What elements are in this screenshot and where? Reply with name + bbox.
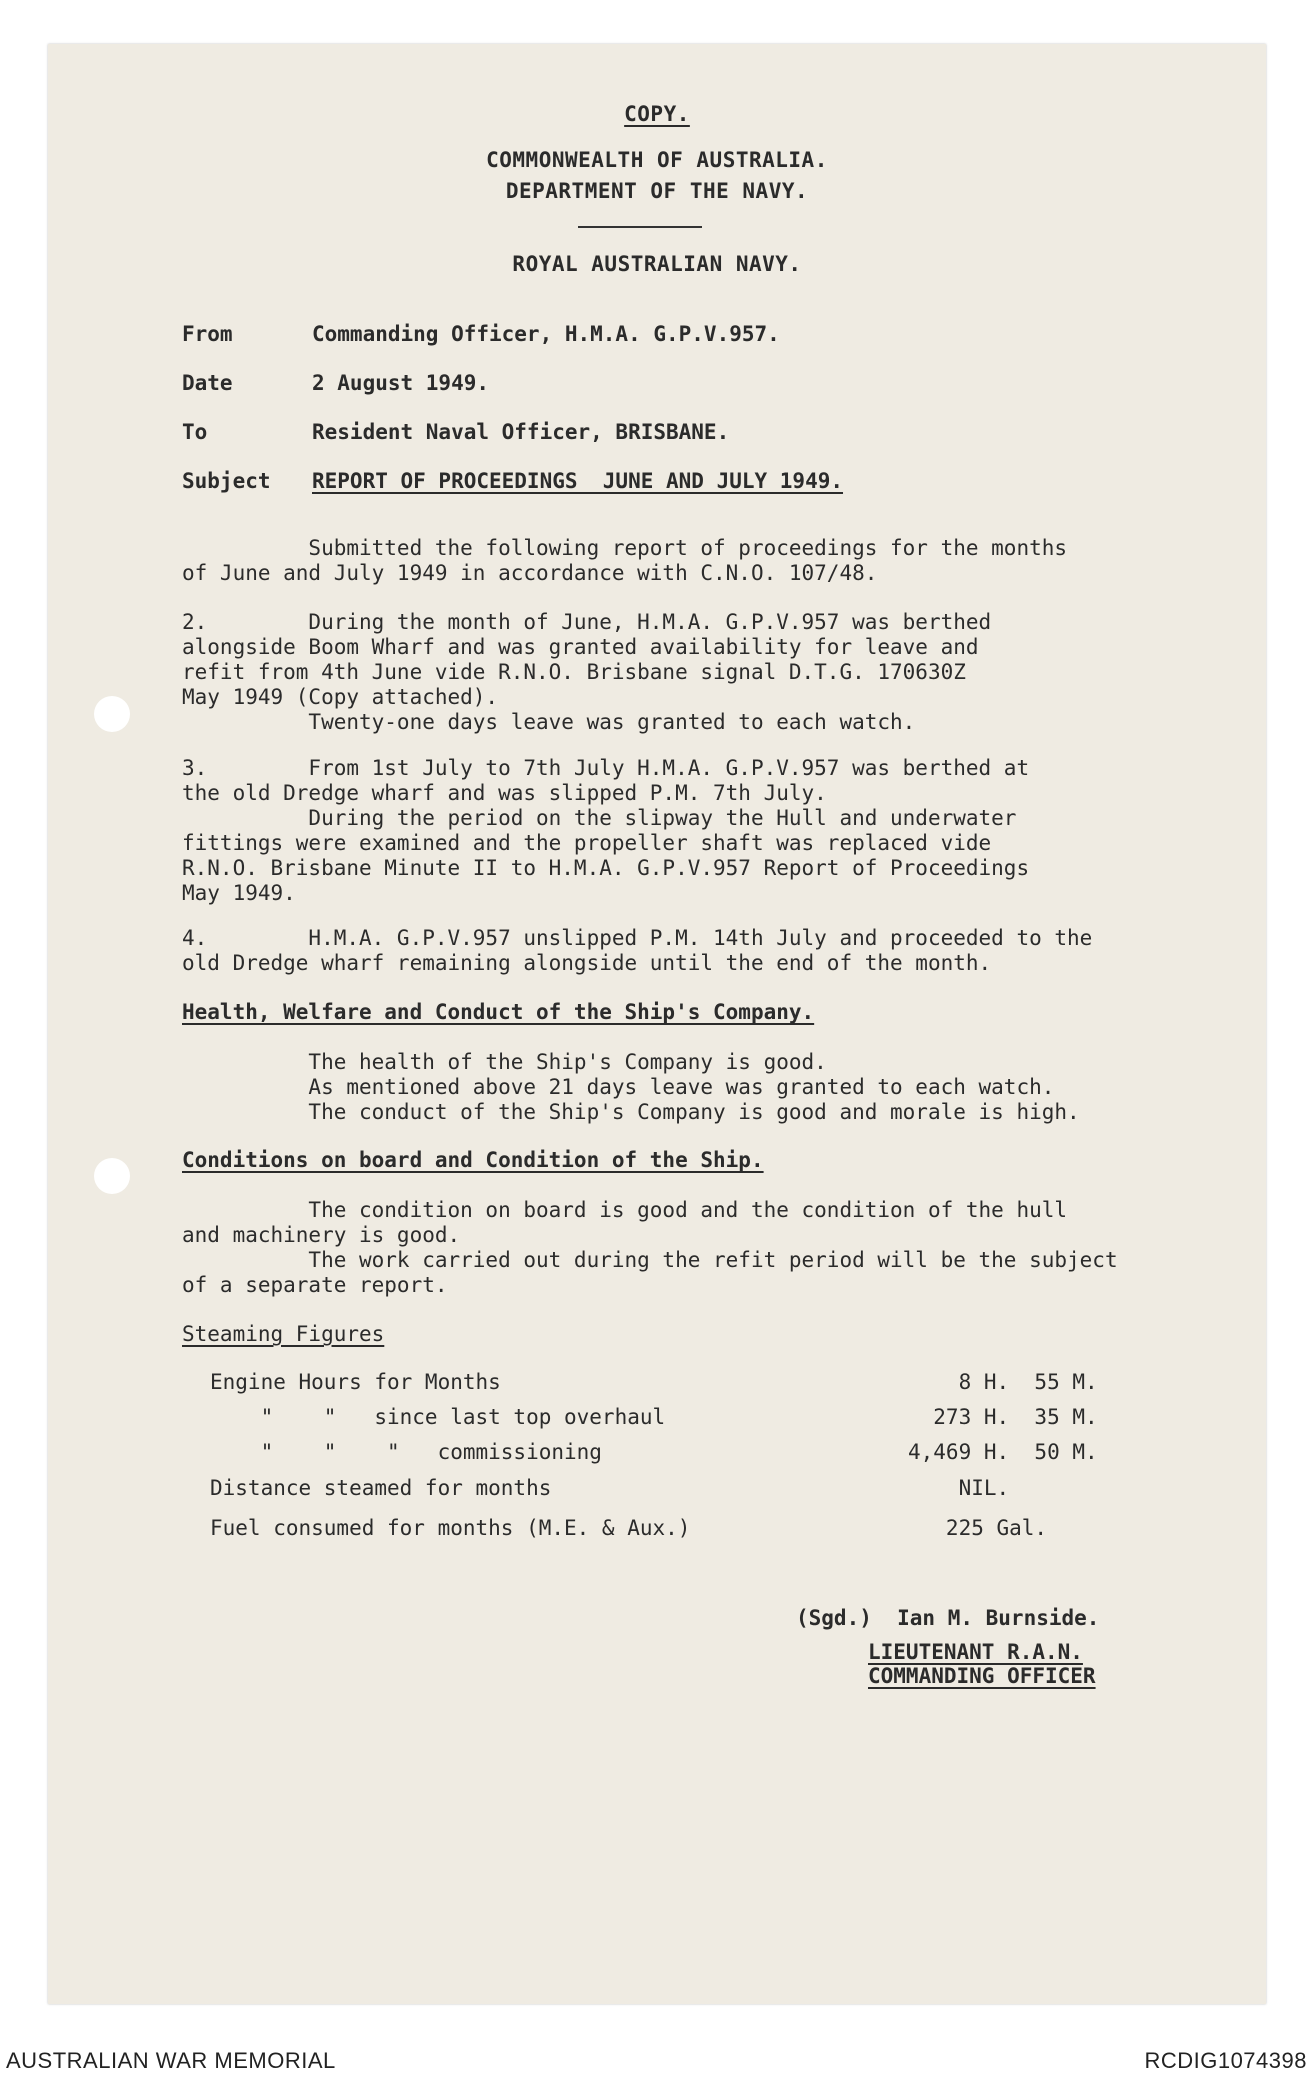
conditions-heading: Conditions on board and Condition of the Ship. (182, 1148, 764, 1172)
paragraph-3: 3. From 1st July to 7th July H.M.A. G.P.V.957 was berthed at the old Dredge wharf and was slipped P.M. 7th July. During the period on the slipway the Hull and underwater fittings were examined and the propeller shaft was replaced vide R.N.O. Brisbane Minute II to H.M.A. G.P.V.957 Report of Proceedings May 1949. (182, 756, 1030, 905)
steaming-row-value: 8 H. 55 M. (908, 1370, 1098, 1394)
steaming-row-value: 273 H. 35 M. (908, 1405, 1098, 1429)
document-page (48, 44, 1266, 2004)
paragraph-2: 2. During the month of June, H.M.A. G.P.V.957 was berthed alongside Boom Wharf and was granted availability for leave and refit from 4th June vide R.N.O. Brisbane signal D.T.G. 170630Z May 1949 (Copy attached). Twenty-one days leave was granted to each watch. (182, 610, 992, 734)
steaming-row-label: " " since last top overhaul (210, 1405, 666, 1429)
footer-archive-name: AUSTRALIAN WAR MEMORIAL (6, 2048, 336, 2073)
signature-title: COMMANDING OFFICER (868, 1664, 1096, 1688)
footer-record-id: RCDIG1074398 (1144, 2048, 1307, 2073)
steaming-row-label: Distance steamed for months (210, 1476, 552, 1500)
subject-label: Subject (182, 469, 271, 493)
signature-rank: LIEUTENANT R.A.N. (868, 1640, 1083, 1664)
punch-hole (94, 696, 130, 732)
conditions-text: The condition on board is good and the condition of the hull and machinery is good. The work carried out during the refit period will be the subject of a separate report. (182, 1198, 1118, 1297)
steaming-row-label: Engine Hours for Months (210, 1370, 501, 1394)
paragraph-1: Submitted the following report of proceedings for the months of June and July 1949 in accordance with C.N.O. 107/48. (182, 536, 1068, 585)
header-line-2: DEPARTMENT OF THE NAVY. (505, 179, 809, 203)
to-label: To (182, 420, 208, 444)
steaming-row-value: 4,469 H. 50 M. (908, 1440, 1098, 1464)
health-text: The health of the Ship's Company is good. As mentioned above 21 days leave was granted to each watch. The conduct of the Ship's Company is good and morale is high. (308, 1050, 1080, 1124)
steaming-row-label: " " " commissioning (210, 1440, 602, 1464)
header-divider (578, 226, 702, 228)
steaming-row-value: NIL. (908, 1476, 1010, 1500)
punch-hole (94, 1158, 130, 1194)
paragraph-4: 4. H.M.A. G.P.V.957 unslipped P.M. 14th July and proceeded to the old Dredge wharf remaining alongside until the end of the month. (182, 926, 1093, 975)
from-label: From (182, 322, 233, 346)
date-value: 2 August 1949. (312, 371, 490, 395)
steaming-row-value: 225 Gal. (908, 1516, 1048, 1540)
signature-line: (Sgd.) Ian M. Burnside. (796, 1606, 1100, 1630)
date-label: Date (182, 371, 233, 395)
health-heading: Health, Welfare and Conduct of the Ship's Company. (182, 1000, 815, 1024)
subject-value: REPORT OF PROCEEDINGS JUNE AND JULY 1949. (312, 469, 844, 493)
header-line-3: ROYAL AUSTRALIAN NAVY. (512, 252, 802, 276)
from-value: Commanding Officer, H.M.A. G.P.V.957. (312, 322, 780, 346)
header-line-1: COMMONWEALTH OF AUSTRALIA. (486, 148, 828, 172)
steaming-row-label: Fuel consumed for months (M.E. & Aux.) (210, 1516, 691, 1540)
steaming-heading: Steaming Figures (182, 1322, 385, 1346)
copy-heading: COPY. (624, 102, 690, 126)
to-value: Resident Naval Officer, BRISBANE. (312, 420, 730, 444)
